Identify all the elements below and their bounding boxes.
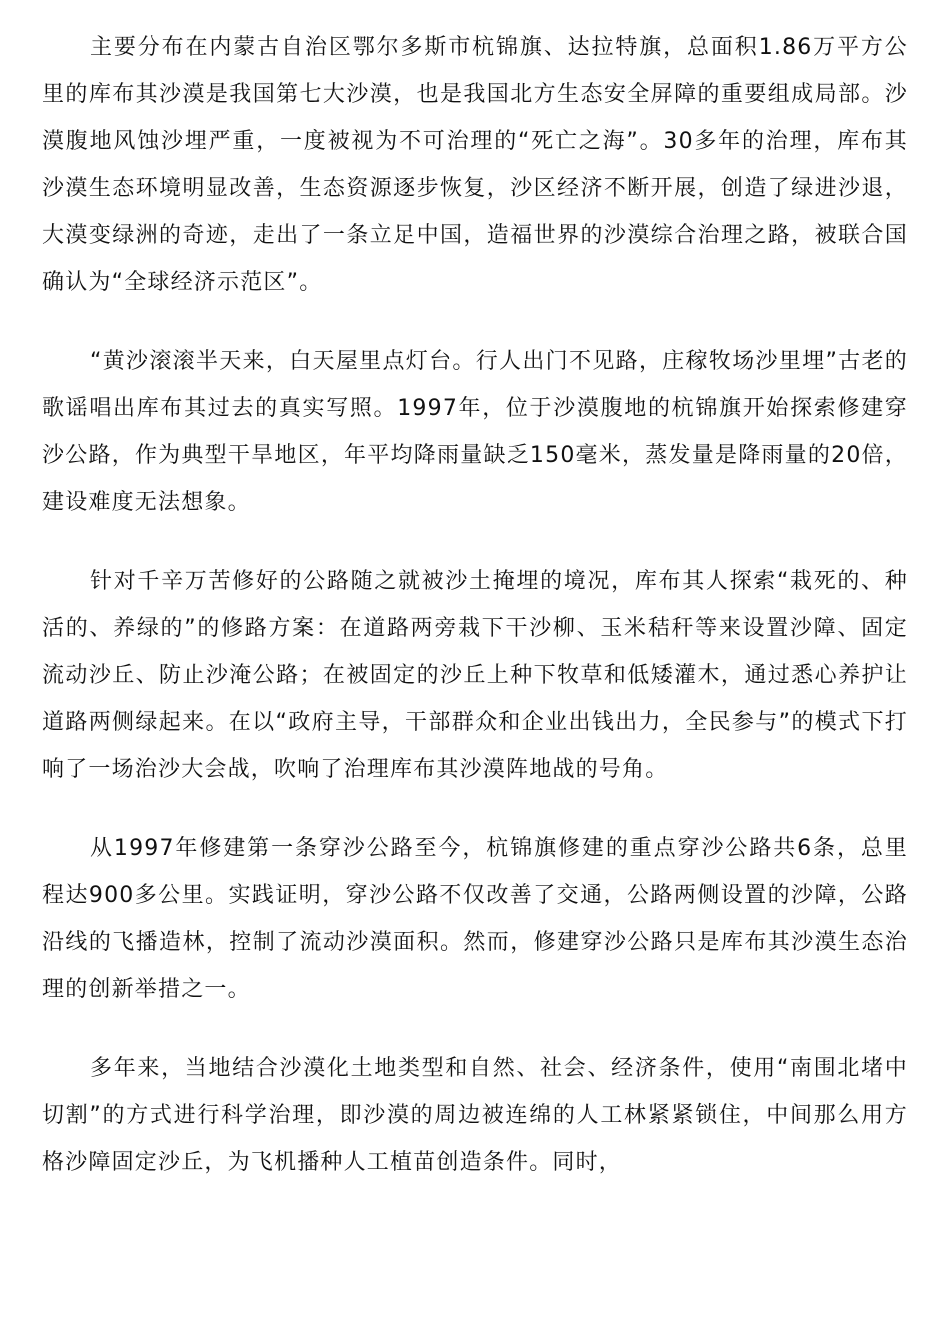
paragraph-2: “黄沙滚滚半天来，白天屋里点灯台。行人出门不见路，庄稼牧场沙里埋”古老的歌谣唱出库布其过去的真实写照。1997年，位于沙漠腹地的杭锦旗开始探索修建穿沙公路，作为典型干旱地区，年平均降雨量缺乏150毫米，蒸发量是降雨量的20倍，建设难度无法想象。 <box>42 349 908 515</box>
document-page <box>42 24 908 1218</box>
paragraph-4: 从1997年修建第一条穿沙公路至今，杭锦旗修建的重点穿沙公路共6条，总里程达900多公里。实践证明，穿沙公路不仅改善了交通，公路两侧设置的沙障，公路沿线的飞播造林，控制了流动沙漠面积。然而，修建穿沙公路只是库布其沙漠生态治理的创新举措之一。 <box>42 836 908 1002</box>
paragraph-3: 针对千辛万苦修好的公路随之就被沙土掩埋的境况，库布其人探索“栽死的、种活的、养绿的”的修路方案：在道路两旁栽下干沙柳、玉米秸秆等来设置沙障、固定流动沙丘、防止沙淹公路；在被固定的沙丘上种下牧草和低矮灌木，通过悉心养护让道路两侧绿起来。在以“政府主导，干部群众和企业出钱出力，全民参与”的模式下打响了一场治沙大会战，吹响了治理库布其沙漠阵地战的号角。 <box>42 569 908 782</box>
paragraph-5: 多年来，当地结合沙漠化土地类型和自然、社会、经济条件，使用“南围北堵中切割”的方式进行科学治理，即沙漠的周边被连绵的人工林紧紧锁住，中间那么用方格沙障固定沙丘，为飞机播种人工植苗创造条件。同时， <box>42 1056 908 1175</box>
paragraph-1: 主要分布在内蒙古自治区鄂尔多斯市杭锦旗、达拉特旗，总面积1.86万平方公里的库布其沙漠是我国第七大沙漠，也是我国北方生态安全屏障的重要组成局部。沙漠腹地风蚀沙埋严重，一度被视为不可治理的“死亡之海”。30多年的治理，库布其沙漠生态环境明显改善，生态资源逐步恢复，沙区经济不断开展，创造了绿进沙退，大漠变绿洲的奇迹，走出了一条立足中国，造福世界的沙漠综合治理之路，被联合国确认为“全球经济示范区”。 <box>42 35 908 295</box>
